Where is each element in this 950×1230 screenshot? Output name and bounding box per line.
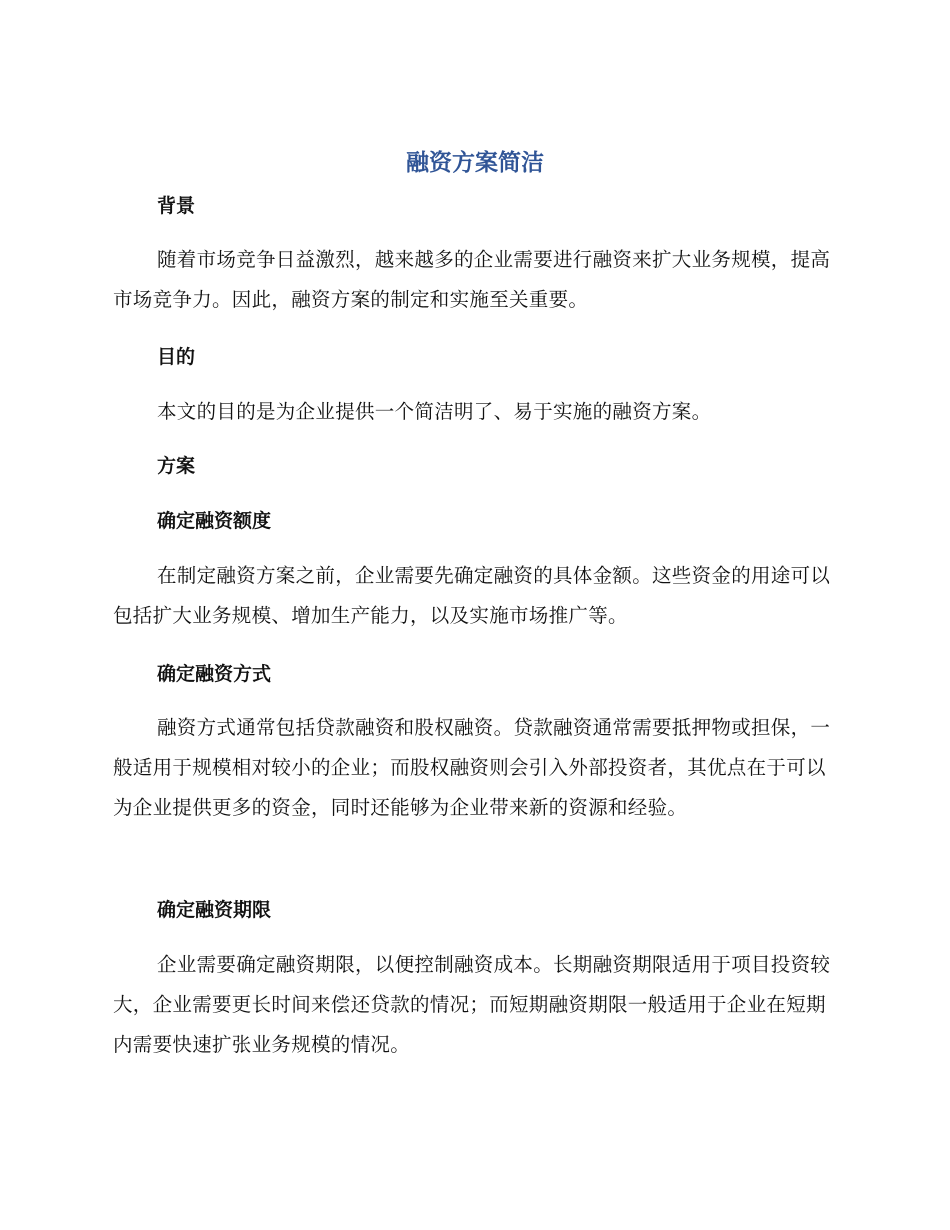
section-heading-term: 确定融资期限: [157, 899, 272, 921]
section-heading-plan: 方案: [157, 455, 196, 477]
section-text-method: 融资方式通常包括贷款融资和股权融资。贷款融资通常需要抵押物或担保，一般适用于规模相对较小的企业；而股权融资则会引入外部投资者，其优点在于可以为企业提供更多的资金，同时还能够为企业带来新的资源和经验。: [113, 716, 831, 819]
section-text-term: 企业需要确定融资期限，以便控制融资成本。长期融资期限适用于项目投资较大，企业需要更长时间来偿还贷款的情况；而短期融资期限一般适用于企业在短期内需要快速扩张业务规模的情况。: [113, 953, 831, 1056]
document-title: 融资方案简洁: [406, 150, 544, 176]
section-heading-method: 确定融资方式: [157, 663, 272, 685]
section-heading-background: 背景: [157, 195, 196, 217]
section-text-amount: 在制定融资方案之前，企业需要先确定融资的具体金额。这些资金的用途可以包括扩大业务规模、增加生产能力，以及实施市场推广等。: [113, 564, 831, 627]
section-text-purpose: 本文的目的是为企业提供一个简洁明了、易于实施的融资方案。: [157, 400, 712, 423]
section-text-background: 随着市场竞争日益激烈，越来越多的企业需要进行融资来扩大业务规模，提高市场竞争力。因此，融资方案的制定和实施至关重要。: [113, 248, 831, 311]
section-heading-amount: 确定融资额度: [157, 510, 272, 532]
section-heading-purpose: 目的: [157, 346, 196, 368]
